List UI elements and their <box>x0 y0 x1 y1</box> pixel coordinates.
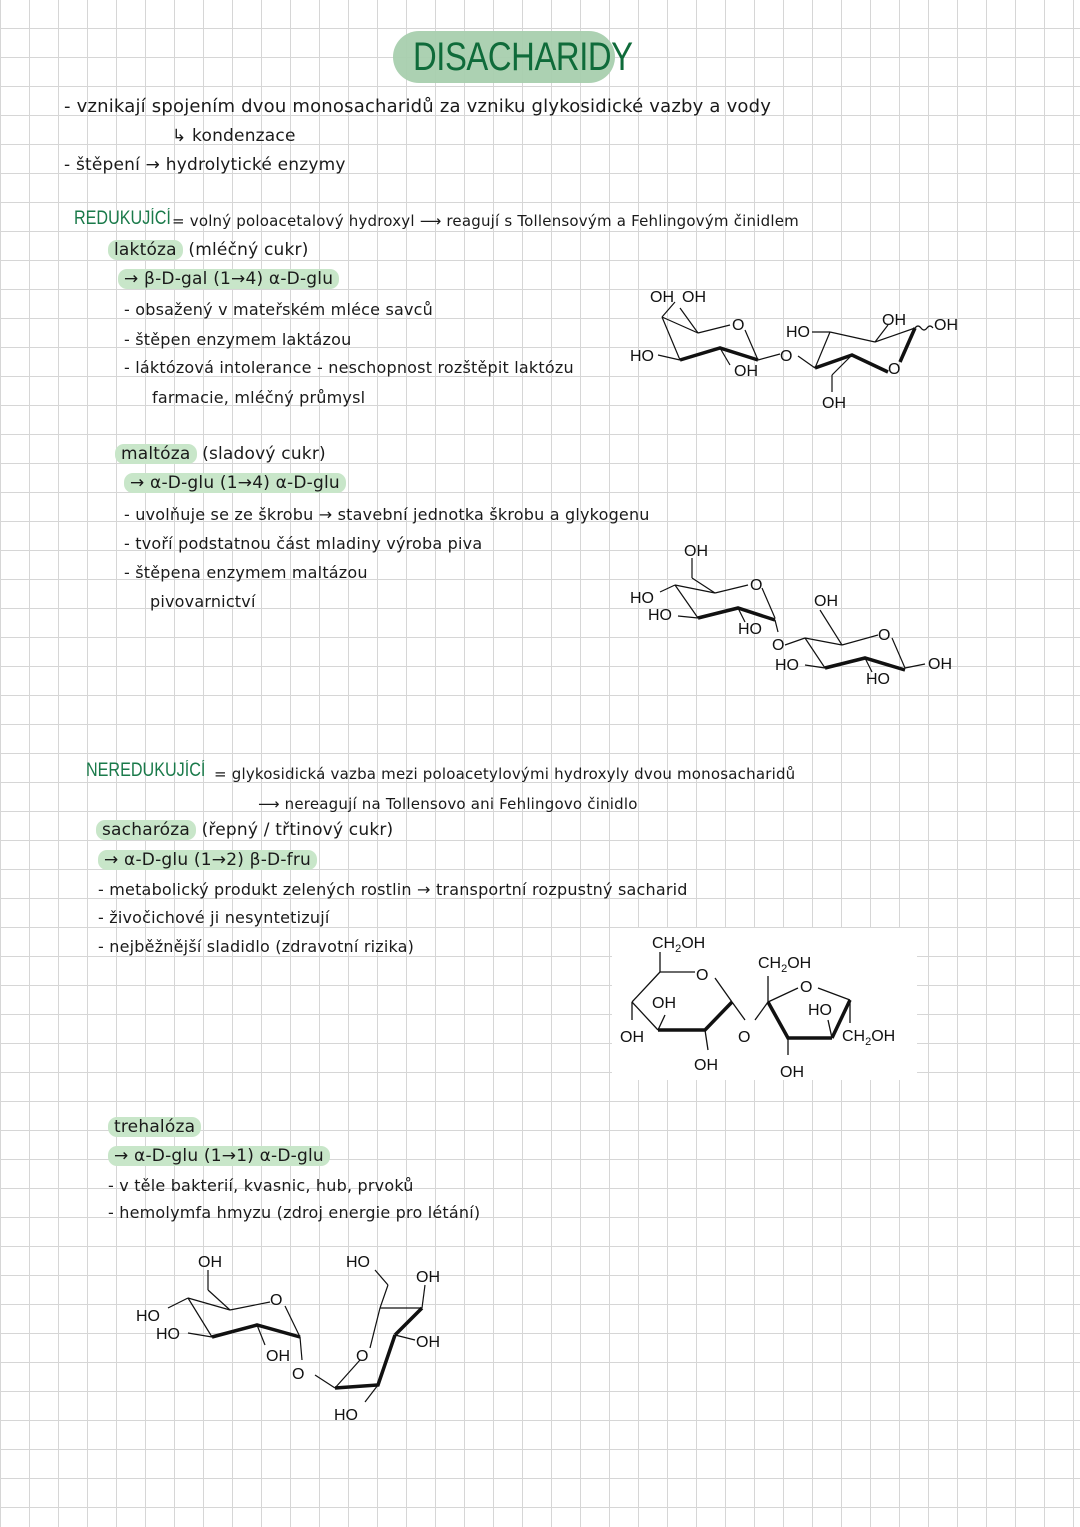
sucrose-point: - živočichové ji nesyntetizují <box>98 908 330 927</box>
maltose-point: - uvolňuje se ze škrobu → stavební jednotka škrobu a glykogenu <box>124 505 650 524</box>
maltose-title <box>115 444 326 464</box>
lactose-common-name: (mléčný cukr) <box>188 240 309 260</box>
svg-text:HO: HO <box>808 1002 832 1019</box>
svg-text:O: O <box>696 967 709 984</box>
maltose-common-name: (sladový cukr) <box>202 444 326 464</box>
maltose-point: - štěpena enzymem maltázou <box>124 563 368 582</box>
svg-text:O: O <box>878 627 891 644</box>
svg-text:OH: OH <box>684 543 708 560</box>
nonreducing-definition-sub: ⟶ nereagují na Tollensovo ani Fehlingovo činidlo <box>258 795 638 813</box>
lactose-point: - láktózová intolerance - neschopnost rozštěpit laktózu <box>124 358 574 377</box>
svg-text:HO: HO <box>630 590 654 607</box>
sucrose-title <box>96 820 393 840</box>
intro-line-1-sub: ↳ kondenzace <box>172 126 296 146</box>
lactose-point: - štěpen enzymem laktázou <box>124 330 352 349</box>
svg-text:HO: HO <box>334 1407 358 1424</box>
sucrose-structure <box>610 920 930 1090</box>
lactose-formula: → β-D-gal (1→4) α-D-glu <box>118 269 339 289</box>
heading-reducing: REDUKUJÍCÍ <box>74 208 171 229</box>
svg-text:O: O <box>780 348 793 365</box>
sucrose-common-name: (řepný / třtinový cukr) <box>201 820 394 840</box>
intro-line-1: - vznikají spojením dvou monosacharidů za vzniku glykosidické vazby a vody <box>64 96 772 117</box>
svg-text:HO: HO <box>866 671 890 688</box>
svg-text:HO: HO <box>346 1254 370 1271</box>
reducing-definition: = volný poloacetalový hydroxyl ⟶ reagují s Tollensovým a Fehlingovým činidlem <box>172 212 799 230</box>
svg-text:O: O <box>292 1366 305 1383</box>
svg-text:O: O <box>800 979 813 996</box>
lactose-structure <box>620 280 980 420</box>
svg-text:OH: OH <box>416 1269 440 1286</box>
svg-text:HO: HO <box>786 324 810 341</box>
lactose-name: laktóza <box>108 240 183 260</box>
svg-text:OH: OH <box>882 312 906 329</box>
svg-text:O: O <box>732 317 745 334</box>
svg-text:OH: OH <box>650 289 674 306</box>
intro-line-2: - štěpení → hydrolytické enzymy <box>64 155 346 175</box>
trehalose-title <box>108 1117 201 1137</box>
lactose-point: farmacie, mléčný průmysl <box>152 388 366 407</box>
svg-text:HO: HO <box>775 657 799 674</box>
svg-text:OH: OH <box>934 317 958 334</box>
nonreducing-definition: = glykosidická vazba mezi poloacetylovými hydroxyly dvou monosacharidů <box>214 765 796 783</box>
trehalose-point: - hemolymfa hmyzu (zdroj energie pro létání) <box>108 1203 481 1222</box>
maltose-point: - tvoří podstatnou část mladiny výroba piva <box>124 534 483 553</box>
svg-text:OH: OH <box>416 1334 440 1351</box>
sucrose-name: sacharóza <box>96 820 196 840</box>
svg-text:HO: HO <box>156 1326 180 1343</box>
svg-text:OH: OH <box>780 1064 804 1081</box>
sucrose-point: - nejběžnější sladidlo (zdravotní rizika) <box>98 937 415 956</box>
lactose-point: - obsažený v mateřském mléce savců <box>124 300 434 319</box>
sucrose-point: - metabolický produkt zelených rostlin → transportní rozpustný sacharid <box>98 880 688 899</box>
svg-text:O: O <box>772 637 785 654</box>
heading-nonreducing: NEREDUKUJÍCÍ <box>86 760 206 781</box>
svg-text:HO: HO <box>630 348 654 365</box>
page-title: DISACHARIDY <box>412 35 633 79</box>
svg-text:OH: OH <box>266 1348 290 1365</box>
sucrose-formula: → α-D-glu (1→2) β-D-fru <box>98 850 317 870</box>
lactose-title <box>108 240 309 260</box>
svg-text:O: O <box>888 361 901 378</box>
svg-text:CH2OH: $CH_2OH$ <box>842 1028 896 1048</box>
maltose-name: maltóza <box>115 444 197 464</box>
svg-text:HO: HO <box>738 621 762 638</box>
svg-text:OH: OH <box>822 395 846 412</box>
svg-text:OH: OH <box>198 1254 222 1271</box>
svg-text:OH: OH <box>734 363 758 380</box>
svg-text:O: O <box>750 577 763 594</box>
svg-text:OH: OH <box>682 289 706 306</box>
svg-text:CH2OH: $CH_2OH$ <box>758 955 812 975</box>
trehalose-structure <box>120 1240 460 1430</box>
trehalose-point: - v těle bakterií, kvasnic, hub, prvoků <box>108 1176 414 1195</box>
svg-text:OH: OH <box>620 1029 644 1046</box>
svg-text:OH: OH <box>814 593 838 610</box>
svg-text:O: O <box>738 1029 751 1046</box>
svg-text:HO: HO <box>136 1308 160 1325</box>
trehalose-formula: → α-D-glu (1→1) α-D-glu <box>108 1146 330 1166</box>
maltose-point: pivovarnictví <box>150 592 256 611</box>
svg-text:OH: OH <box>928 656 952 673</box>
maltose-formula: → α-D-glu (1→4) α-D-glu <box>124 473 346 493</box>
svg-text:HO: HO <box>648 607 672 624</box>
svg-text:O: O <box>270 1292 283 1309</box>
svg-text:CH2OH: $CH_2OH$ <box>652 935 706 955</box>
trehalose-name: trehalóza <box>108 1117 201 1137</box>
maltose-structure <box>610 530 970 700</box>
svg-text:OH: OH <box>694 1057 718 1074</box>
svg-text:O: O <box>356 1348 369 1365</box>
svg-text:OH: OH <box>652 995 676 1012</box>
